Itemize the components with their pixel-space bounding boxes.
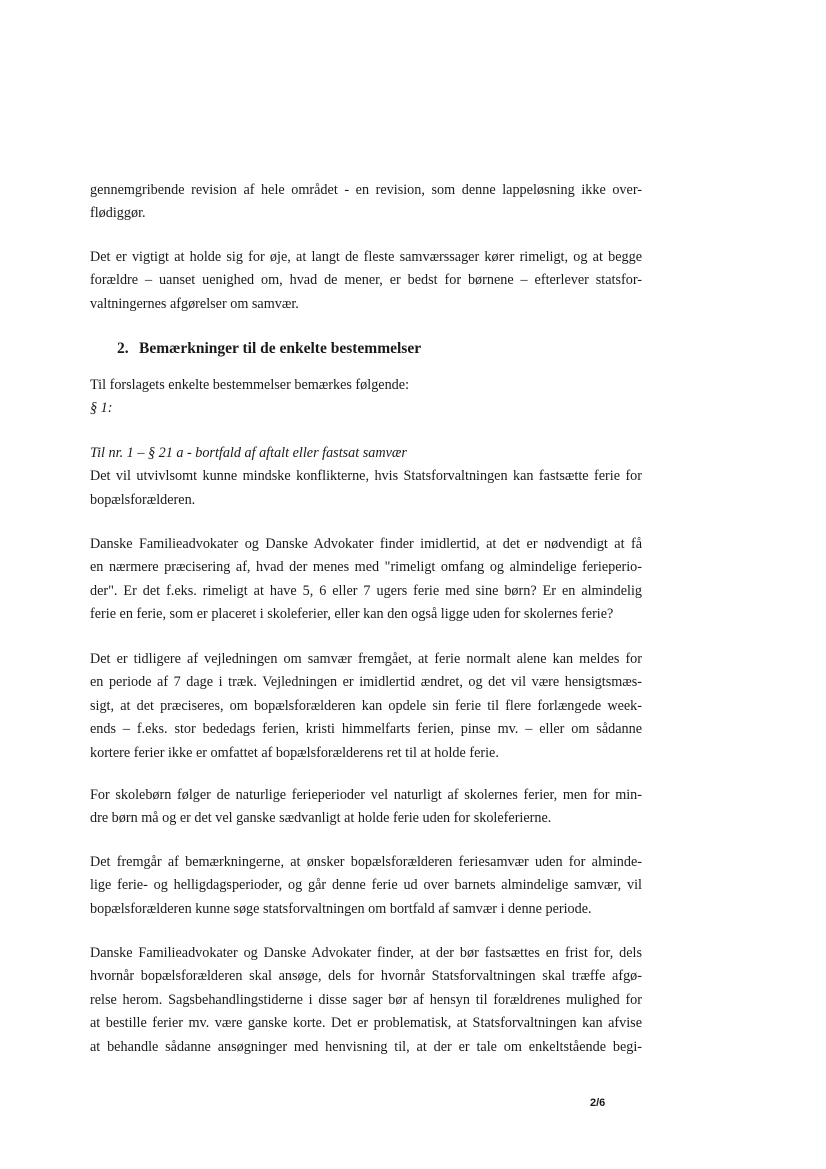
- text-line: flødiggør.: [90, 205, 146, 222]
- paragraph-nr1: [90, 442, 642, 512]
- paragraph-praecisering: [90, 533, 642, 627]
- text-line: ends – f.eks. stor bededags ferien, kristi himmelfarts ferien, pinse mv. – eller om sådanne: [90, 721, 642, 738]
- text-line: valtningernes afgørelser om samvær.: [90, 295, 299, 312]
- text-line: bopælsforælderen kunne søge statsforvaltningen om bortfald af samvær i denne periode.: [90, 900, 592, 917]
- section-title: Bemærkninger til de enkelte bestemmelser: [139, 340, 422, 357]
- paragraph-frist: [90, 942, 642, 1059]
- text-line: lige ferie- og helligdagsperioder, og går denne ferie ud over barnets almindelige samvær, vil: [90, 877, 642, 894]
- text-line: forældre – uanset uenighed om, hvad de mener, er bedst for børnene – efterlever statsfor-: [90, 272, 642, 289]
- text-line: Det fremgår af bemærkningerne, at ønsker bopælsforælderen feriesamvær uden for alminde-: [90, 854, 642, 870]
- text-line: For skolebørn følger de naturlige ferieperioder vel naturligt af skolernes ferier, men for min-: [90, 787, 642, 803]
- text-line: kortere ferier ikke er omfattet af bopælsforælderens ret til at holde ferie.: [90, 744, 499, 761]
- text-line: sigt, at det præciseres, om bopælsforælderen kan opdele sin ferie til flere forlængede week-: [90, 697, 642, 714]
- text-line: Til forslagets enkelte bestemmelser bemærkes følgende:: [90, 377, 410, 393]
- text-line: Det er vigtigt at holde sig for øje, at langt de fleste samværssager kører rimeligt, og at begge: [90, 249, 642, 265]
- section-number: 2.: [117, 340, 129, 357]
- text-line: Det vil utvivlsomt kunne mindske konflikterne, hvis Statsforvaltningen kan fastsætte ferie for: [90, 468, 642, 485]
- text-line: gennemgribende revision af hele området - en revision, som denne lappeløsning ikke over-: [90, 182, 642, 198]
- text-line: Danske Familieadvokater og Danske Advokater finder, at der bør fastsættes en frist for, dels: [90, 945, 642, 961]
- paragraph-bemaerkninger: [90, 851, 642, 921]
- section-ref: § 1:: [90, 400, 113, 417]
- text-line: bopælsforælderen.: [90, 491, 196, 508]
- subsection-title: Til nr. 1 – § 21 a - bortfald af aftalt eller fastsat samvær: [90, 445, 407, 461]
- paragraph-skoleboern: [90, 784, 642, 831]
- text-line: en nærmere præcisering af, hvad der menes med "rimeligt omfang og almindelige ferieperio-: [90, 559, 642, 576]
- paragraph-revision: [90, 179, 642, 226]
- text-line: der". Er det f.eks. rimeligt at have 5, 6 eller 7 ugers ferie med sine børn? Er en almindelig: [90, 582, 642, 599]
- section-heading: [117, 338, 421, 360]
- text-line: at behandle sådanne ansøgninger med henvisning til, at der er tale om enkeltstående begi-: [90, 1038, 642, 1055]
- paragraph-intro: [90, 374, 642, 421]
- text-line: Danske Familieadvokater og Danske Advokater finder imidlertid, at det er nødvendigt at få: [90, 536, 642, 552]
- text-line: Det er tidligere af vejledningen om samvær fremgået, at ferie normalt alene kan meldes for: [90, 651, 642, 667]
- text-line: dre børn må og er det vel ganske sædvanligt at holde ferie uden for skoleferierne.: [90, 810, 552, 827]
- text-line: relse herom. Sagsbehandlingstiderne i disse sager bør af hensyn til forældrenes mulighed for: [90, 991, 642, 1008]
- paragraph-samvaer-rimeligt: [90, 246, 642, 316]
- text-line: at bestille ferier mv. være ganske korte. Det er problematisk, at Statsforvaltningen kan afvise: [90, 1015, 642, 1032]
- text-line: ferie en ferie, som er placeret i skoleferier, eller kan den også ligge uden for skolernes ferie?: [90, 606, 614, 623]
- text-line: hvornår bopælsforælderen skal ansøge, dels for hvornår Statsforvaltningen skal træffe afgø-: [90, 968, 642, 985]
- text-line: en periode af 7 dage i træk. Vejledningen er imidlertid ændret, og det vil være hensigtsmæs-: [90, 674, 642, 691]
- page-number: 2/6: [590, 1097, 606, 1109]
- paragraph-vejledning: [90, 648, 642, 765]
